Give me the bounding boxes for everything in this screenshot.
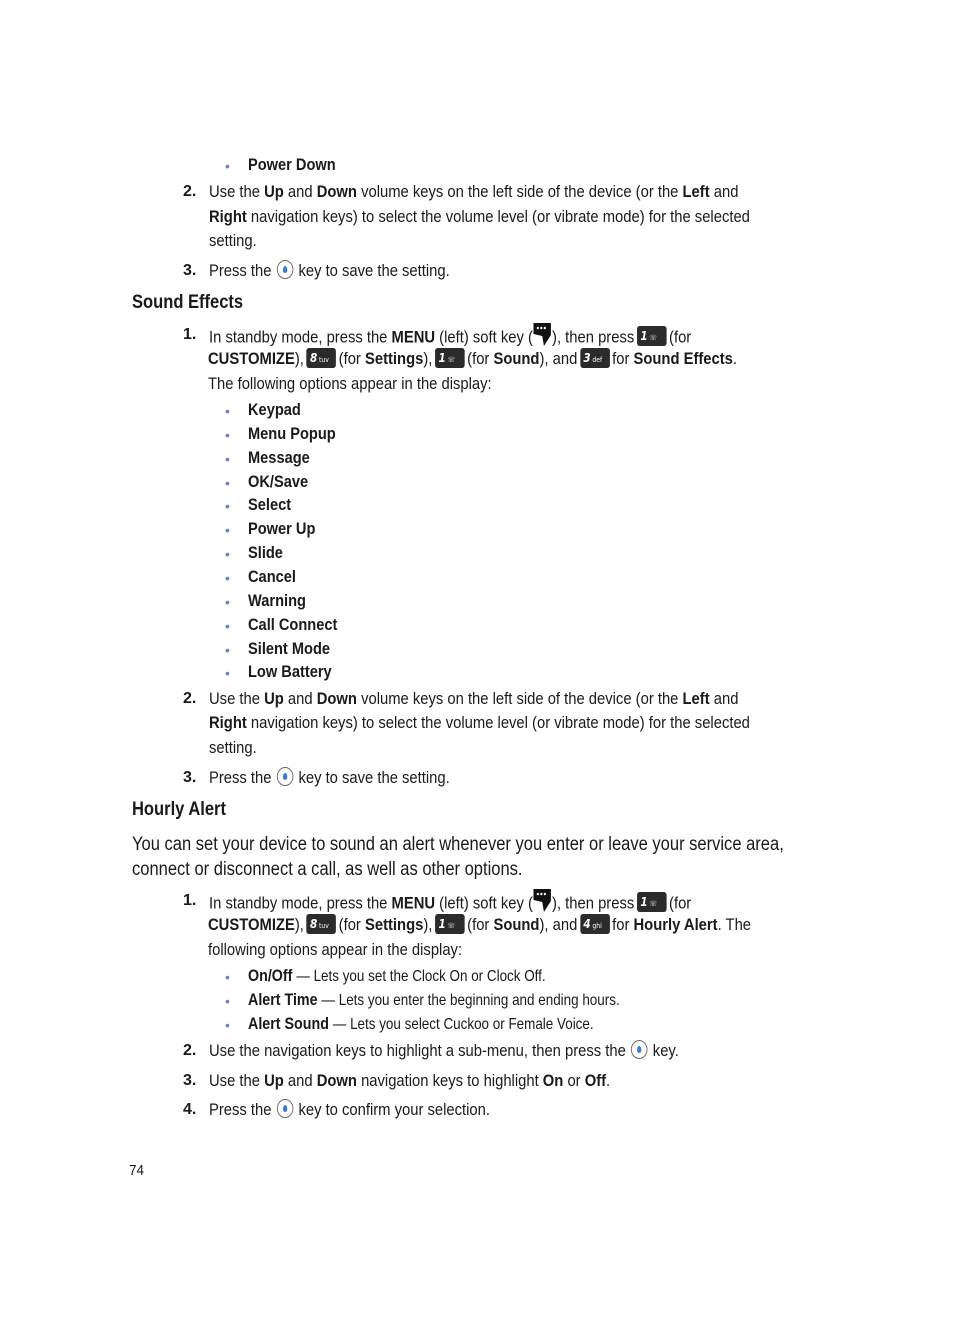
step-text: In standby mode, press the MENU (left) soft key ( ), then press 1 ☏ (for [209,325,691,351]
option-name: On/Off [248,966,293,985]
option-description: — Lets you set the Clock On or Clock Off. [296,968,546,985]
left-soft-key-icon [533,321,552,347]
bullet-dot: • [225,641,230,658]
ok-key-icon [277,260,294,279]
bullet-dot: • [225,426,230,443]
list-item: Low Battery [248,662,332,682]
option-name: Alert Time [248,990,318,1009]
step-text: Press the key to confirm your selection. [209,1100,490,1119]
step-text: setting. [209,738,257,757]
option-description: — Lets you select Cuckoo or Female Voice. [332,1016,594,1033]
step-text: Use the Up and Down navigation keys to highlight On or Off. [209,1071,611,1090]
key-4-icon: 4 ghi [580,914,610,934]
step-text: In standby mode, press the MENU (left) soft key ( ), then press 1 ☏ (for [209,891,691,917]
step-text: Use the Up and Down volume keys on the left side of the device (or the Left and [209,689,739,708]
step-text: CUSTOMIZE), 8 tuv (for Settings), 1 ☏ (for Sound), and 3 def for Sound Effects. [208,349,738,368]
bullet-dot: • [225,1017,230,1033]
list-item: Power Up [248,519,316,539]
option-name: Alert Sound [248,1014,329,1033]
option-description: — Lets you enter the beginning and ending hours. [321,992,620,1009]
list-item: Select [248,495,292,515]
section-heading: Hourly Alert [132,799,227,820]
step-number: 3. [183,1072,197,1089]
list-item [248,990,620,1010]
list-item [248,1014,594,1034]
step-text: Press the key to save the setting. [209,768,450,787]
step-text: Use the navigation keys to highlight a sub-menu, then press the key. [209,1041,679,1060]
step-text: The following options appear in the display: [208,374,492,393]
ok-key-icon [277,767,294,786]
list-item: Warning [248,590,306,610]
bullet-dot: • [225,969,230,985]
step-text: Use the Up and Down volume keys on the left side of the device (or the Left and [209,182,739,201]
step-text: setting. [209,231,257,250]
left-soft-key-icon [533,887,552,913]
key-8-icon: 8 tuv [306,914,336,934]
list-item: Power Down [248,155,336,174]
list-item [248,966,546,986]
step-number: 1. [183,326,197,343]
list-item: Silent Mode [248,638,331,658]
section-heading: Sound Effects [132,292,244,313]
key-1-icon: 1 ☏ [435,348,465,368]
list-item: OK/Save [248,471,309,491]
ok-key-icon [631,1040,648,1059]
step-text: Press the key to save the setting. [209,261,450,280]
list-item: Menu Popup [248,423,336,443]
key-3-icon: 3 def [580,348,610,368]
bullet-dot: • [225,569,230,586]
key-8-icon: 8 tuv [306,348,336,368]
bullet-dot: • [225,665,230,682]
step-text: CUSTOMIZE), 8 tuv (for Settings), 1 ☏ (for Sound), and 4 ghi for Hourly Alert. The [208,915,752,934]
key-1-icon: 1 ☏ [637,326,667,346]
list-item: Keypad [248,400,301,419]
step-text: Right navigation keys) to select the volume level (or vibrate mode) for the selected [209,207,750,226]
list-item: Call Connect [248,614,338,634]
step-number: 1. [183,892,197,909]
step-number: 2. [183,1042,197,1059]
bullet-dot: • [225,522,230,539]
step-text: following options appear in the display: [208,940,463,959]
step-number: 2. [183,183,197,200]
page-number: 74 [129,1162,145,1179]
step-number: 4. [183,1101,197,1118]
paragraph: connect or disconnect a call, as well as other options. [132,859,523,880]
paragraph: You can set your device to sound an alert whenever you enter or leave your service area, [132,834,784,855]
step-text: Right navigation keys) to select the volume level (or vibrate mode) for the selected [209,713,750,732]
step-number: 3. [183,769,197,786]
bullet-dot: • [225,546,230,563]
key-1-icon: 1 ☏ [637,892,667,912]
list-item: Slide [248,543,283,563]
bullet-dot: • [225,158,230,174]
key-1-icon: 1 ☏ [435,914,465,934]
bullet-dot: • [225,474,230,491]
bullet-dot: • [225,450,230,467]
ok-key-icon [277,1099,294,1118]
list-item: Cancel [248,566,296,586]
step-number: 3. [183,262,197,279]
bullet-dot: • [225,993,230,1009]
bullet-dot: • [225,617,230,634]
step-number: 2. [183,690,197,707]
bullet-dot: • [225,403,230,419]
bullet-dot: • [225,593,230,610]
list-item: Message [248,447,310,467]
bullet-dot: • [225,498,230,515]
